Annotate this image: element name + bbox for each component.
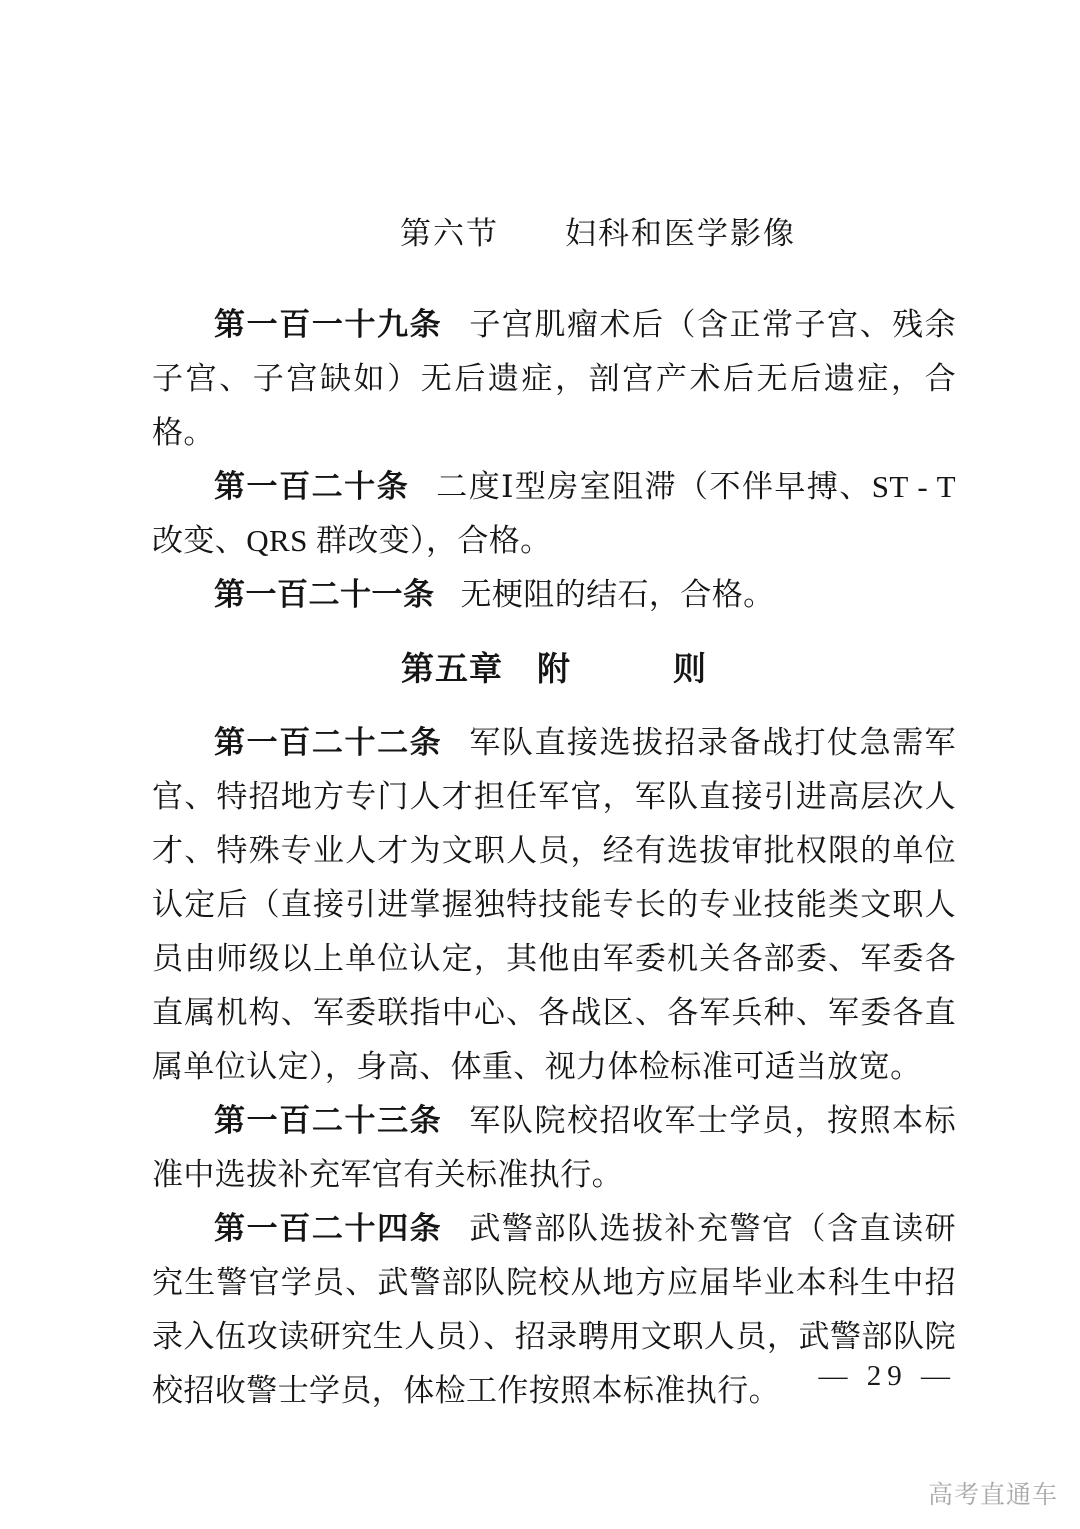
article-120-text: 二度Ⅰ型房室阻滞（不伴早搏、ST - T 改变、QRS 群改变），合格。 [152,469,957,558]
article-122-label: 第一百二十二条 [214,725,443,760]
article-124-text: 武警部队选拔补充警官（含直读研究生警官学员、武警部队院校从地方应届毕业本科生中招录入伍攻读研究生人员）、招录聘用文职人员，武警部队院校招收警士学员，体检工作按照本标准执行。 [152,1211,956,1408]
section-heading: 第六节 妇科和医学影像 [400,216,796,251]
article-124-label: 第一百二十四条 [214,1211,443,1246]
chapter-heading: 第五章 附 则 [401,650,707,687]
article-123 [152,1094,956,1202]
watermark: 高考直通车 [927,1481,1058,1509]
article-119-label: 第一百一十九条 [214,307,443,342]
article-121-label: 第一百二十一条 [214,577,435,612]
page-number: — 29 — [818,1360,956,1392]
article-122-text: 军队直接选拔招录备战打仗急需军官、特招地方专门人才担任军官，军队直接引进高层次人才、特殊专业人才为文职人员，经有选拔审批权限的单位认定后（直接引进掌握独特技能专长的专业技能类文职人员由师级以上单位认定，其他由军委机关各部委、军委各直属机构、军委联指中心、各战区、各军兵种、军委各直属单位认定），身高、体重、视力体检标准可适当放宽。 [152,725,956,1084]
article-120 [152,460,956,568]
article-123-label: 第一百二十三条 [214,1103,443,1138]
article-119-text: 子宫肌瘤术后（含正常子宫、残余子宫、子宫缺如）无后遗症，剖宫产术后无后遗症，合格。 [152,307,956,450]
spacer [152,622,956,652]
article-119 [152,298,956,460]
article-120-label: 第一百二十条 [214,469,410,504]
article-123-text: 军队院校招收军士学员，按照本标准中选拔补充军官有关标准执行。 [152,1103,956,1192]
article-121 [152,568,956,622]
article-122 [152,716,956,1094]
page-content [152,0,956,1418]
spacer [152,249,956,298]
spacer [152,685,956,716]
top-margin-spacer [152,0,956,218]
article-121-text: 无梗阻的结石，合格。 [460,577,775,612]
